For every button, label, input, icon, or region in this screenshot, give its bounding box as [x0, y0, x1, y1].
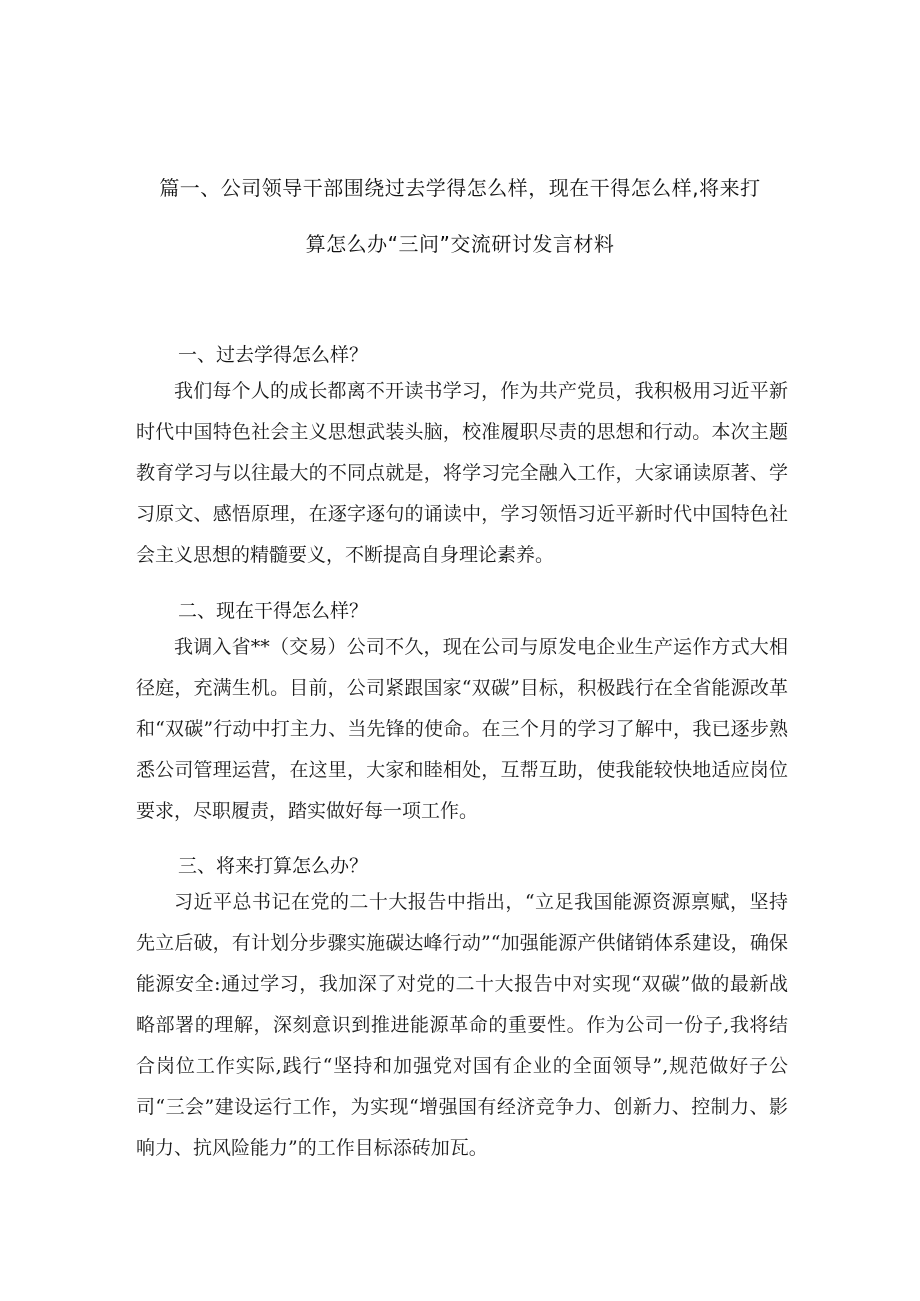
section-paragraph-past: 我们每个人的成长都离不开读书学习，作为共产党员，我积极用习近平新时代中国特色社会主义思想武装头脑，校准履职尽责的思想和行动。本次主题教育学习与以往最大的不同点就是，将学习完全融入工作，大家诵读原著、学习原文、感悟原理，在逐字逐句的诵读中，学习领悟习近平新时代中国特色社会主义思想的精髓要义，不断提高自身理论素养。: [136, 380, 788, 566]
section-heading-future: 三、将来打算怎么办？: [178, 855, 369, 877]
section-paragraph-present: 我调入省**（交易）公司不久，现在公司与原发电企业生产运作方式大相径庭，充满生机。目前，公司紧跟国家“双碳”目标，积极践行在全省能源改革和“双碳”行动中打主力、当先锋的使命。在三个月的学习了解中，我已逐步熟悉公司管理运营，在这里，大家和睦相处，互帮互助，使我能较快地适应岗位要求，尽职履责，踏实做好每一项工作。: [136, 636, 788, 822]
section-heading-past: 一、过去学得怎么样？: [178, 344, 369, 366]
document-title-line-2: 算怎么办“三问”交流研讨发言材料: [305, 232, 615, 256]
section-paragraph-future: 习近平总书记在党的二十大报告中指出，“立足我国能源资源禀赋，坚持先立后破，有计划分步骤实施碳达峰行动”“加强能源产供储销体系建设，确保能源安全:通过学习，我加深了对党的二十大报告中对实现“双碳”做的最新战略部署的理解，深刻意识到推进能源革命的重要性。作为公司一份子,我将结合岗位工作实际,践行“坚持和加强党对国有企业的全面领导”,规范做好子公司“三会”建设运行工作，为实现“增强国有经济竞争力、创新力、控制力、影响力、抗风险能力”的工作目标添砖加瓦。: [136, 891, 788, 1159]
document-title-line-1: 篇一、公司领导干部围绕过去学得怎么样，现在干得怎么样,将来打: [159, 176, 761, 200]
section-heading-present: 二、现在干得怎么样？: [178, 600, 369, 622]
